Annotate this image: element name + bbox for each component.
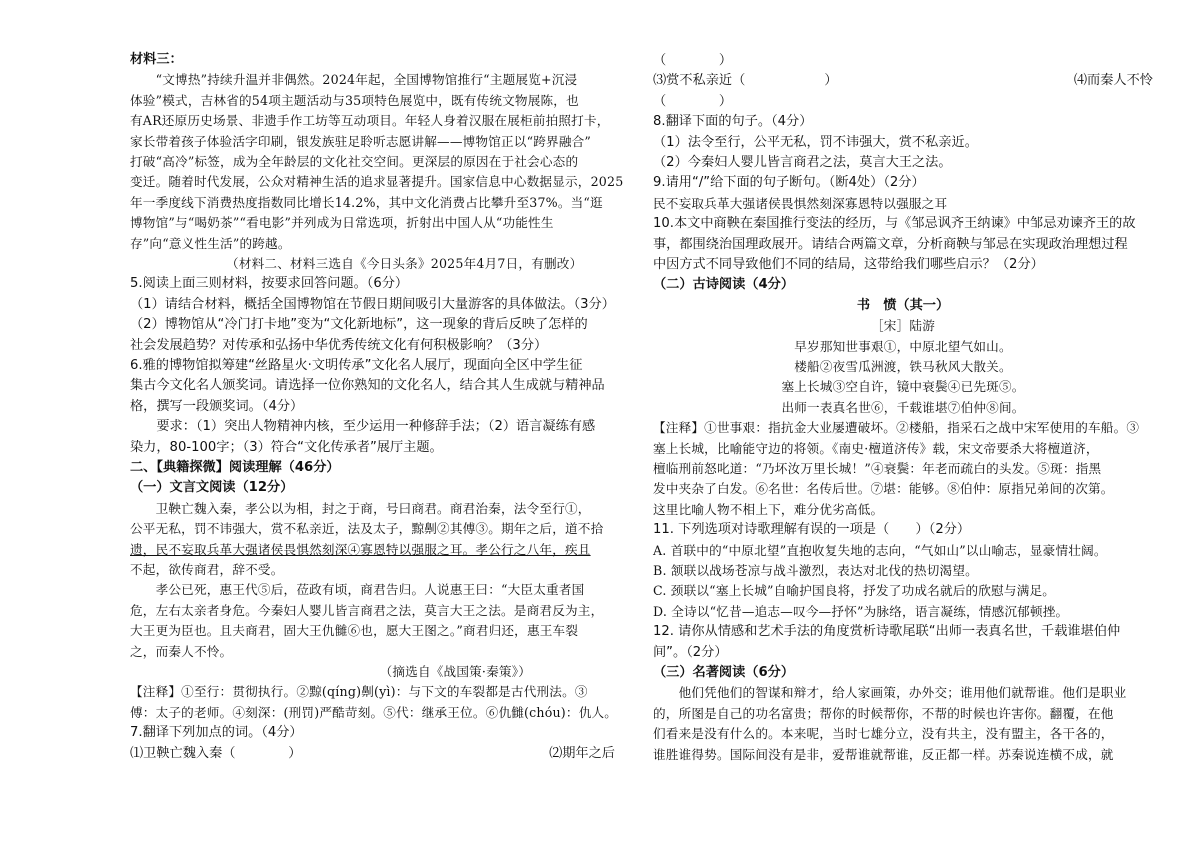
left-line: 集古今文化名人颁奖词。请选择一位你熟知的文化名人，结合其人生成就与精神品 (130, 378, 605, 394)
question-7-item-2: ⑵期年之后 (549, 745, 615, 761)
right-line: （二）古诗阅读（4分） (653, 277, 795, 293)
left-line: 博物馆”与“喝奶茶”“看电影”并列成为日常选项，折射出中国人从“功能性生 (130, 215, 554, 231)
left-line: 年一季度线下消费热度指数同比增长14.2%，其中文化消费占比攀升至37%。当“逛 (130, 194, 603, 210)
left-line: 有AR还原历史场景、非遗手作工坊等互动项目。年轻人身着汉服在展柜前拍照打卡， (130, 113, 610, 129)
right-line: （2）今秦妇人婴儿皆言商君之法，莫言大王之法。 (653, 155, 952, 170)
right-line: 12. 请你从情感和艺术手法的角度赏析诗歌尾联“出师一表真名世，千载谁堪伯仲 (653, 624, 1121, 640)
left-line: 5.阅读上面三则材料，按要求回答问题。（6分） (130, 276, 409, 292)
right-line: 发中夹杂了白发。⑥名世：名传后世。⑦堪：能够。⑧伯仲：原指兄弟间的次第。 (653, 481, 1114, 497)
left-line: 二、【典籍探微】阅读理解（46分） (130, 460, 340, 475)
left-line: 家长带着孩子体验活字印刷，银发族驻足聆听志愿讲解——博物馆正以“跨界融合” (130, 133, 592, 149)
right-line: 他们凭他们的智谋和辩才，给人家画策，办外交；谁用他们就帮谁。他们是职业 (653, 685, 1127, 701)
left-line: 遗，民不妄取兵革大强诸侯畏惧然刻深④寡恩特以强服之耳。孝公行之八年，疾且 (130, 541, 591, 557)
right-line: ［宋］陆游 (871, 318, 935, 334)
right-line: 10.本文中商鞅在秦国推行变法的经历，与《邹忌讽齐王纳谏》中邹忌劝谏齐王的故 (653, 216, 1136, 232)
right-line: 8.翻译下面的句子。（4分） (653, 114, 813, 130)
left-line: 体验”模式，吉林省的54项主题活动与35项特色展览中，既有传统文物展陈，也 (130, 92, 579, 108)
right-line: 谁胜谁得势。国际间没有是非，爱帮谁就帮谁，反正都一样。苏秦说连横不成，就 (653, 746, 1114, 762)
right-line: 中因方式不同导致他们不同的结局，这带给我们哪些启示？（2分） (653, 257, 1044, 272)
right-line: 间”。（2分） (653, 644, 728, 660)
right-line: 檀临刑前怒叱道：“乃坏汝万里长城！”④衰鬓：年老而疏白的头发。⑤斑：指黑 (653, 461, 1102, 476)
left-line: ⑴卫鞅亡魏入秦（ ） (130, 745, 302, 761)
left-line: 染力，80-100字；（3）符合“文化传承者”展厅主题。 (130, 439, 443, 455)
question-7-item-4: ⑷而秦人不怜 (1073, 73, 1153, 89)
left-line: （摘选自《战国策·秦策》） (130, 664, 532, 679)
right-line: （三）名著阅读（6分） (653, 665, 795, 680)
left-line: 不起，欲传商君，辞不受。 (130, 562, 284, 577)
left-line: 公平无私，罚不讳强大，赏不私亲近，法及太子，黥劓②其傅③。期年之后，道不拾 (130, 521, 604, 537)
left-line: 6.雅的博物馆拟筹建“丝路星火·文明传承”文化名人展厅，现面向全区中学生征 (130, 358, 583, 373)
left-line: 孝公已死，惠王代⑤后，莅政有顷，商君告归。人说惠王曰：“大臣太重者国 (130, 582, 585, 598)
right-line: B. 颔联以战场苍凉与战斗激烈，表达对北伐的热切渴望。 (653, 563, 978, 578)
right-line: 塞上长城，比喻能守边的将领。《南史·檀道济传》载，宋文帝要杀大将檀道济， (653, 440, 1099, 456)
right-line: 11. 下列选项对诗歌理解有误的一项是（ ）（2分） (653, 522, 971, 538)
right-line: （ ） (653, 53, 733, 68)
right-line: D. 全诗以“忆昔—追志—叹今—抒怀”为脉络，语言凝练，情感沉郁顿挫。 (653, 603, 1069, 619)
left-line: 社会发展趋势？对传承和弘扬中华优秀传统文化有何积极影响？（3分） (130, 337, 548, 353)
left-line: （一）文言文阅读（12分） (130, 480, 294, 496)
right-line: 的，所图是自己的功名富贵；帮你的时候帮你，不帮的时候也许害你。翻覆，在他 (653, 705, 1114, 721)
left-line: 之，而秦人不怜。 (130, 643, 233, 659)
left-line: 变迁。随着时代发展，公众对精神生活的追求显著提升。国家信息中心数据显示，2025 (130, 174, 624, 190)
left-line: “文博热”持续升温并非偶然。2024年起，全国博物馆推行“主题展览+沉浸 (130, 72, 578, 88)
left-line: （1）请结合材料，概括全国博物馆在节假日期间吸引大量游客的具体做法。（3分） (130, 296, 615, 312)
left-line: 格，撰写一段颁奖词。（4分） (130, 398, 304, 414)
right-line: ⑶赏不私亲近（ ） (653, 73, 838, 89)
right-line: C. 颈联以“塞上长城”自喻护国良将，抒发了功成名就后的欣慰与满足。 (653, 583, 1056, 599)
right-line: 们看来是没有什么的。本来呢，当时七雄分立，没有共主，没有盟主，各干各的， (653, 726, 1114, 742)
right-line: 楼船②夜雪瓜洲渡，铁马秋风大散关。 (794, 359, 1012, 374)
left-line: 大王更为臣也。且夫商君，固大王仇雠⑥也，愿大王图之。”商君归还，惠王车裂 (130, 623, 579, 639)
right-line: 9.请用“/”给下面的句子断句。（断4处）（2分） (653, 175, 925, 191)
right-line: （1）法令至行，公平无私，罚不讳强大，赏不私亲近。 (653, 134, 978, 150)
right-line: （ ） (653, 93, 733, 109)
right-line: 这里比喻人物不相上下，难分优劣高低。 (653, 501, 884, 517)
right-line: 事，都围绕治国理政展开。请结合两篇文章，分析商鞅与邹忌在实现政治理想过程 (653, 236, 1128, 252)
left-line: 卫鞅亡魏入秦，孝公以为相，封之于商，号曰商君。商君治秦，法令至行①， (130, 500, 591, 516)
left-line: 危，左右太亲者身危。今秦妇人婴儿皆言商君之法，莫言大王之法。是商君反为主， (130, 602, 604, 618)
left-line: 存”向“意义性生活”的跨越。 (130, 235, 291, 251)
left-line: （2）博物馆从“冷门打卡地”变为“文化新地标”，这一现象的背后反映了怎样的 (130, 317, 588, 333)
left-line: （材料二、材料三选自《今日头条》2025年4月7日，有删改） (130, 256, 583, 271)
right-line: 早岁那知世事艰①，中原北望气如山。 (794, 338, 1012, 354)
left-line: 【注释】①至行：贯彻执行。②黥(qíng)劓(yì)：与下文的车裂都是古代刑法。③ (130, 684, 588, 700)
left-line: 打破“高冷”标签，成为全年龄层的文化社交空间。更深层的原因在于社会心态的 (130, 154, 579, 169)
right-line: 塞上长城③空自许，镜中衰鬓④已先斑⑤。 (781, 379, 1025, 395)
right-line: 民不妄取兵革大强诸侯畏惧然刻深寡恩特以强服之耳 (653, 195, 948, 211)
right-line: A. 首联中的“中原北望”直抱收复失地的志向，“气如山”以山喻志，显豪情壮阔。 (653, 542, 1107, 558)
left-line: 要求：（1）突出人物精神内核，至少运用一种修辞手法；（2）语言凝练有感 (130, 419, 596, 435)
left-line: 材料三： (130, 52, 183, 67)
right-line: 书 愤（其一） (856, 297, 950, 313)
left-line: 7.翻译下列加点的词。（4分） (130, 725, 303, 741)
right-line: 出师一表真名世⑥，千载谁堪⑦伯仲⑧间。 (781, 399, 1025, 415)
right-line: 【注释】①世事艰：指抗金大业屡遭破坏。②楼船，指采石之战中宋军使用的车船。③ (653, 420, 1140, 436)
left-line: 傅：太子的老师。④刻深：(刑罚)严酷苛刻。⑤代：继承王位。⑥仇雠(chóu)：仇人。 (130, 704, 618, 720)
